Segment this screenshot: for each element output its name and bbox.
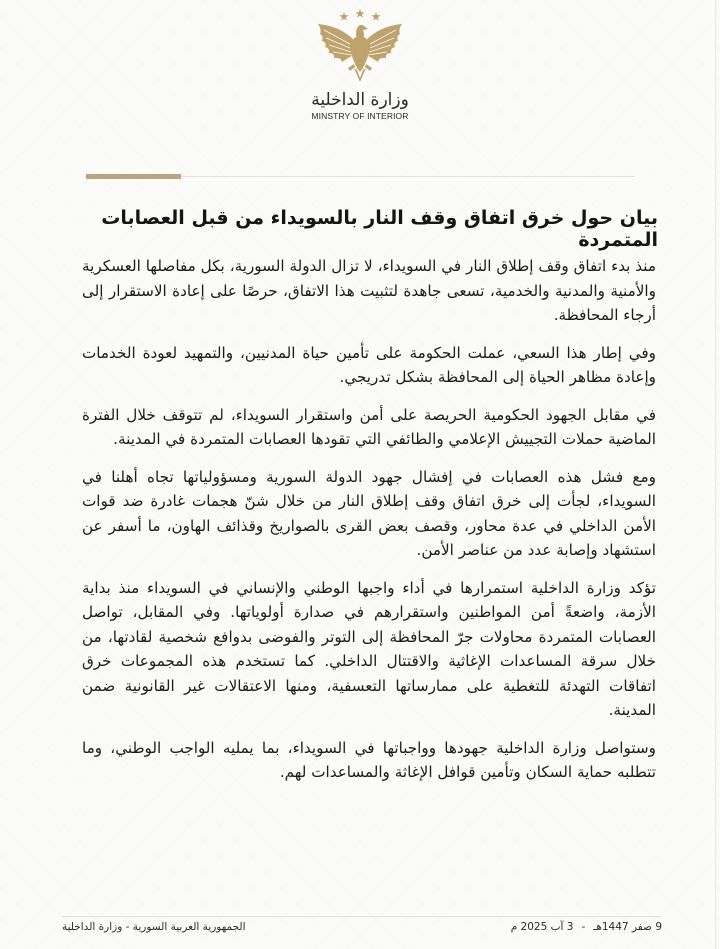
ministry-name-arabic: وزارة الداخلية [311, 90, 409, 110]
gold-accent-bar [86, 174, 181, 179]
eagle-emblem-icon [310, 8, 410, 88]
paragraph-5: تؤكد وزارة الداخلية استمرارها في أداء واجبها الوطني والإنساني في السويداء منذ بداية الأزمة، واضعةً أمن المواطنين واستقرارهم في صدارة أولوياتها. وفي المقابل، تواصل العصابات المتمردة محاولات جرّ المحافظة إلى التوتر والفوضى بدوافع شخصية لقادتها، من خلال سرقة المساعدات الإغاثية والاقتتال الداخلي. كما تستخدم هذه المجموعات خرق اتفاقات التهدئة للتغطية على ممارساتها التعسفية، ومنها الاعتقالات غير القانونية ضمن المدينة. [82, 578, 656, 719]
page-edge-line [715, 0, 716, 949]
issuer-line: الجمهورية العربية السورية - وزارة الداخلية [62, 921, 246, 933]
paragraph-4: ومع فشل هذه العصابات في إفشال جهود الدولة السورية ومسؤولياتها تجاه أهلنا في السويداء، لجأت إلى خرق اتفاق وقف إطلاق النار من خلال شنّ هجمات غادرة ضد قوات الأمن الداخلي في عدة محاور، وقصف بعض القرى بالصواريخ وقذائف الهاون، ما أسفر عن استشهاد وإصابة عدد من عناصر الأمن. [82, 467, 656, 559]
ministry-logo [290, 8, 430, 121]
statement-title: بيان حول خرق اتفاق وقف النار بالسويداء من قبل العصابات المتمردة [101, 207, 658, 251]
paragraph-3: في مقابل الجهود الحكومية الحريصة على أمن واستقرار السويداء، لم تتوقف خلال الفترة الماضية حملات التجييش الإعلامي والطائفي التي تقودها العصابات المتمردة في المدينة. [82, 405, 656, 448]
footer-divider [62, 916, 662, 917]
paragraph-1: منذ بدء اتفاق وقف إطلاق النار في السويداء، لا تزال الدولة السورية، بكل مفاصلها العسكرية والأمنية والمدنية والخدمية، تسعى جاهدة لتثبيت هذا الاتفاق، حرصًا على إعادة الاستقرار إلى أرجاء المحافظة. [82, 257, 656, 324]
statement-body [82, 254, 656, 798]
footer-date [511, 921, 662, 933]
paragraph-2: وفي إطار هذا السعي، عملت الحكومة على تأمين حياة المدنيين، والتمهيد لعودة الخدمات وإعادة مظاهر الحياة إلى المحافظة بشكل تدريجي. [82, 343, 656, 386]
hijri-date: 9 صفر 1447هـ [593, 921, 662, 933]
footer [62, 921, 662, 933]
paragraph-6: وستواصل وزارة الداخلية جهودها وواجباتها في السويداء، بما يمليه الواجب الوطني، وما تتطلبه حماية السكان وتأمين قوافل الإغاثة والمساعدات لهم. [82, 738, 656, 781]
gregorian-date: 3 آب 2025 م [510, 921, 574, 933]
date-separator: - [581, 921, 586, 933]
ministry-name-english: MINSTRY OF INTERIOR [311, 111, 409, 121]
